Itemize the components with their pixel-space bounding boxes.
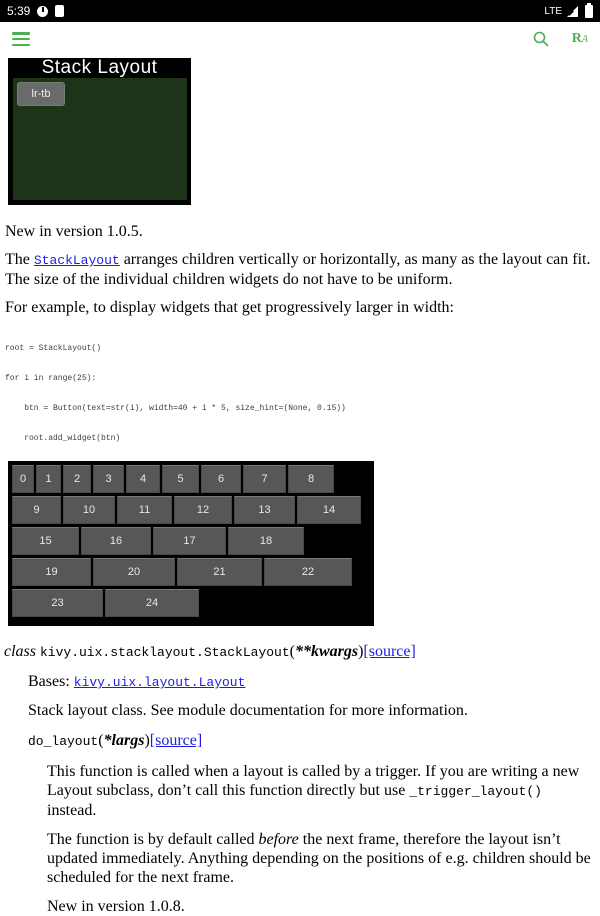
stack-button-2: 2	[63, 465, 91, 493]
stack-buttons-image	[8, 461, 374, 626]
lr-tb-button: lr-tb	[17, 82, 65, 106]
method-source-link[interactable]: [source]	[149, 732, 203, 749]
network-type-label: LTE	[544, 5, 562, 17]
class-description: Stack layout class. See module documentation for more information.	[28, 702, 468, 719]
stack-button-17: 17	[153, 527, 226, 555]
stack-button-9: 9	[12, 496, 61, 524]
intro-paragraph	[5, 250, 595, 289]
method-paragraph-2	[47, 830, 595, 887]
code-example	[5, 324, 600, 454]
signal-strength-icon	[567, 6, 578, 17]
stack-button-13: 13	[234, 496, 295, 524]
example-lead: For example, to display widgets that get progressively larger in width:	[5, 299, 454, 316]
method-p2-post: the next frame, therefore the layout isn’t updated immediately. Anything depending on the positions of e.g. children should be scheduled for the next frame.	[47, 831, 591, 886]
stack-button-19: 19	[12, 558, 91, 586]
paren: (	[98, 732, 104, 749]
paren: (	[289, 643, 295, 660]
stack-button-8: 8	[288, 465, 334, 493]
class-source-link[interactable]: [source]	[363, 643, 416, 660]
paren: )	[358, 643, 364, 660]
class-name: kivy.uix.stacklayout.StackLayout	[40, 645, 290, 660]
class-keyword: class	[4, 643, 40, 660]
class-signature	[4, 642, 600, 663]
stack-button-14: 14	[297, 496, 361, 524]
stack-button-23: 23	[12, 589, 103, 617]
button-row	[12, 496, 374, 524]
layout-base-link[interactable]: kivy.uix.layout.Layout	[73, 675, 246, 690]
notification-icon	[55, 5, 64, 17]
button-row	[12, 589, 374, 617]
method-signature	[28, 731, 600, 752]
clock-time: 5:39	[7, 4, 31, 18]
stack-button-0: 0	[12, 465, 34, 493]
button-row	[12, 558, 374, 586]
stack-button-3: 3	[93, 465, 124, 493]
method-p2-pre: The function is by default called	[47, 831, 259, 848]
stack-button-18: 18	[228, 527, 304, 555]
stack-button-16: 16	[81, 527, 151, 555]
stacklayout-link[interactable]: StackLayout	[33, 253, 120, 268]
screenshot-title: Stack Layout	[41, 57, 158, 78]
method-p1-post: instead.	[47, 802, 97, 819]
bases-label: Bases:	[28, 673, 74, 690]
stack-button-6: 6	[201, 465, 241, 493]
stack-button-10: 10	[63, 496, 115, 524]
screenshot-panel	[13, 78, 187, 200]
search-icon[interactable]	[532, 30, 550, 48]
stack-button-11: 11	[117, 496, 172, 524]
method-paragraph-1	[47, 762, 595, 820]
trigger-layout-code: _trigger_layout()	[409, 784, 542, 799]
code-line: root.add_widget(btn)	[5, 434, 121, 443]
button-row	[12, 465, 374, 493]
code-line: btn = Button(text=str(i), width=40 + i * 5, size_hint=(None, 0.15))	[5, 404, 346, 413]
code-line: root = StackLayout()	[5, 344, 102, 353]
stack-button-15: 15	[12, 527, 79, 555]
version-note: New in version 1.0.5.	[5, 223, 143, 240]
stack-button-4: 4	[126, 465, 160, 493]
method-args: *largs	[103, 732, 145, 749]
method-p1-pre: This function is called when a layout is called by a trigger. If you are writing a new Layout subclass, don’t call this function directly but use	[47, 763, 580, 799]
paren: )	[144, 732, 150, 749]
method-name: do_layout	[28, 734, 99, 749]
button-row	[12, 527, 374, 555]
data-saver-icon	[37, 6, 48, 17]
bases-line	[28, 672, 600, 692]
stacklayout-screenshot	[8, 58, 191, 205]
stack-button-20: 20	[93, 558, 175, 586]
stack-button-21: 21	[177, 558, 262, 586]
stack-button-7: 7	[243, 465, 286, 493]
battery-icon	[585, 5, 593, 18]
code-line: for i in range(25):	[5, 374, 97, 383]
intro-text-post: arranges children vertically or horizontally, as many as the layout can fit. The size of the individual children widgets do not have to be uniform.	[5, 251, 591, 288]
stack-button-12: 12	[174, 496, 232, 524]
status-bar	[0, 0, 600, 22]
class-args: **kwargs	[294, 643, 359, 660]
menu-icon[interactable]	[12, 32, 30, 46]
stack-button-22: 22	[264, 558, 352, 586]
intro-text-pre: The	[5, 251, 34, 268]
font-size-icon[interactable]: RA	[571, 31, 588, 46]
version-note-2: New in version 1.0.8.	[47, 898, 185, 915]
app-toolbar	[0, 22, 600, 56]
method-p2-em: before	[258, 831, 299, 848]
stack-button-1: 1	[36, 465, 61, 493]
stack-button-5: 5	[162, 465, 199, 493]
stack-button-24: 24	[105, 589, 199, 617]
